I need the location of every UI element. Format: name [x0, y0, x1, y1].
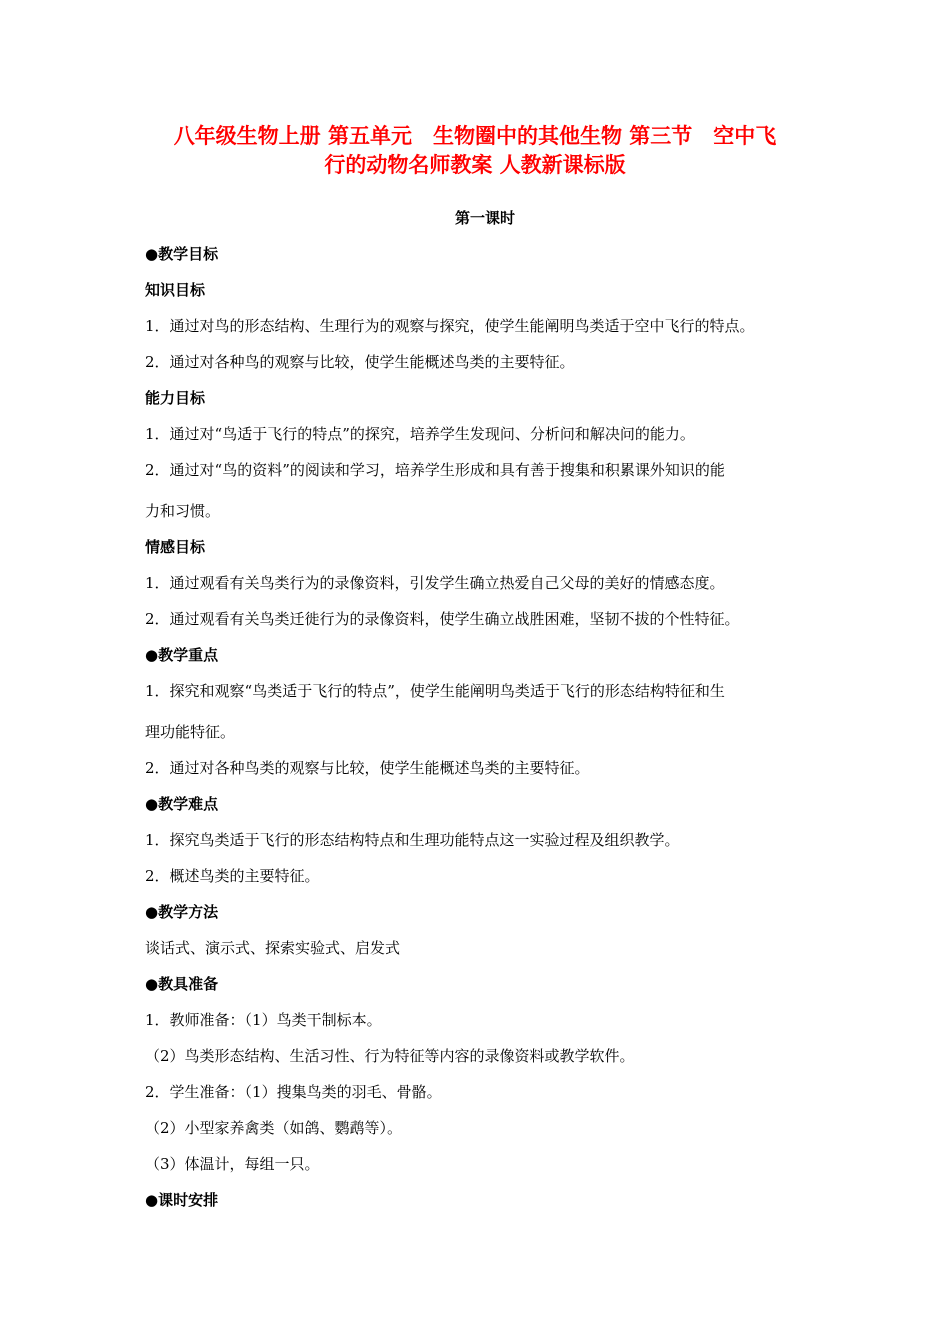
method-heading: ●教学方法 [145, 903, 219, 921]
schedule-heading: ●课时安排 [145, 1191, 219, 1209]
emotion-heading: 情感目标 [145, 538, 206, 556]
lesson-heading: 第一课时 [454, 209, 515, 227]
ability-item-2-continued: 力和习惯。 [145, 502, 221, 520]
tools-heading: ●教具准备 [145, 975, 219, 993]
method-text: 谈话式、演示式、探索实验式、启发式 [145, 939, 401, 957]
ability-item-2: 2．通过对“鸟的资料”的阅读和学习，培养学生形成和具有善于搜集和积累课外知识的能 [145, 461, 725, 479]
tools-item-2: （2）鸟类形态结构、生活习性、行为特征等内容的录像资料或教学软件。 [145, 1047, 635, 1065]
title-line-1: 八年级生物上册 第五单元 生物圈中的其他生物 第三节 空中飞 [173, 124, 777, 148]
difficulty-item-2: 2．概述鸟类的主要特征。 [145, 867, 320, 885]
title-line-2: 行的动物名师教案 人教新课标版 [324, 153, 626, 177]
ability-item-1: 1．通过对“鸟适于飞行的特点”的探究，培养学生发现问、分析问和解决问的能力。 [145, 425, 695, 443]
document-title [120, 122, 830, 180]
tools-item-4: （2）小型家养禽类（如鸽、鹦鹉等）。 [145, 1119, 403, 1137]
key-item-1-continued: 理功能特征。 [145, 723, 236, 741]
tools-item-3: 2．学生准备：（1）搜集鸟类的羽毛、骨骼。 [145, 1083, 442, 1101]
tools-item-5: （3）体温计，每组一只。 [145, 1155, 320, 1173]
emotion-item-2: 2．通过观看有关鸟类迁徙行为的录像资料，使学生确立战胜困难，坚韧不拔的个性特征。 [145, 610, 740, 628]
emotion-item-1: 1．通过观看有关鸟类行为的录像资料，引发学生确立热爱自己父母的美好的情感态度。 [145, 574, 725, 592]
key-points-heading: ●教学重点 [145, 646, 219, 664]
difficulty-heading: ●教学难点 [145, 795, 219, 813]
knowledge-heading: 知识目标 [145, 281, 206, 299]
objectives-heading: ●教学目标 [145, 245, 219, 263]
ability-heading: 能力目标 [145, 389, 206, 407]
key-item-1: 1．探究和观察“鸟类适于飞行的特点”，使学生能阐明鸟类适于飞行的形态结构特征和生 [145, 682, 725, 700]
difficulty-item-1: 1．探究鸟类适于飞行的形态结构特点和生理功能特点这一实验过程及组织教学。 [145, 831, 680, 849]
key-item-2: 2．通过对各种鸟类的观察与比较，使学生能概述鸟类的主要特征。 [145, 759, 590, 777]
knowledge-item-2: 2．通过对各种鸟的观察与比较，使学生能概述鸟类的主要特征。 [145, 353, 575, 371]
document-body [145, 200, 825, 1218]
tools-item-1: 1．教师准备：（1）鸟类干制标本。 [145, 1011, 382, 1029]
knowledge-item-1: 1．通过对鸟的形态结构、生理行为的观察与探究，使学生能阐明鸟类适于空中飞行的特点。 [145, 317, 755, 335]
